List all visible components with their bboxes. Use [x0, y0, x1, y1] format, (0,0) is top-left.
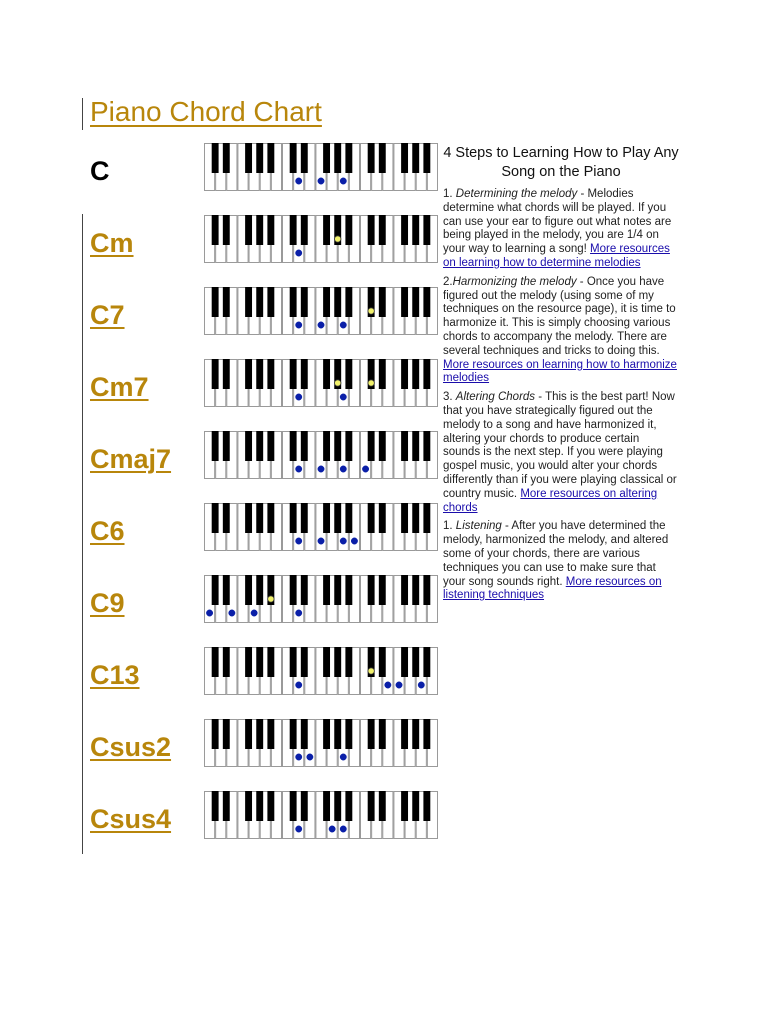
black-key — [267, 719, 274, 749]
white-key-dot — [418, 682, 424, 688]
black-key — [323, 791, 330, 821]
black-key — [245, 719, 252, 749]
black-key — [345, 215, 352, 245]
black-key — [212, 575, 219, 605]
white-key-dot — [296, 754, 302, 760]
step-paragraph — [443, 391, 679, 515]
black-key — [379, 503, 386, 533]
black-key — [290, 791, 297, 821]
steps-panel — [443, 144, 679, 608]
keyboard-svg — [204, 143, 438, 191]
keyboard-svg — [204, 719, 438, 767]
black-key — [223, 719, 230, 749]
step-paragraph — [443, 276, 679, 386]
black-key — [423, 719, 430, 749]
piano-diagram-c13 — [204, 647, 438, 695]
black-key — [267, 215, 274, 245]
black-key — [212, 143, 219, 173]
black-key — [345, 503, 352, 533]
black-key — [256, 143, 263, 173]
white-key-dot — [396, 682, 402, 688]
step-resource-link[interactable]: More resources on learning how to determine melodies — [443, 243, 670, 269]
black-key — [423, 647, 430, 677]
black-key — [401, 503, 408, 533]
step-body: - After you have determined the melody, harmonized the melody, and altered some of your chords, there are various techniques you can use to make sure that your song sounds right. — [443, 520, 669, 588]
black-key — [345, 647, 352, 677]
white-key-dot — [340, 826, 346, 832]
step-number: 3. — [443, 391, 456, 404]
black-key-dot — [335, 380, 341, 386]
black-key — [301, 647, 308, 677]
black-key — [267, 503, 274, 533]
black-key — [290, 359, 297, 389]
black-key — [256, 215, 263, 245]
black-key — [212, 647, 219, 677]
black-key — [212, 215, 219, 245]
black-key — [368, 575, 375, 605]
black-key — [212, 359, 219, 389]
white-key-dot — [296, 538, 302, 544]
black-key — [212, 287, 219, 317]
black-key — [301, 791, 308, 821]
black-key — [412, 215, 419, 245]
white-key-dot — [329, 826, 335, 832]
left-margin-line — [82, 214, 83, 854]
black-key — [212, 503, 219, 533]
black-key-dot — [368, 380, 374, 386]
black-key — [267, 791, 274, 821]
step-resource-link[interactable]: More resources on listening techniques — [443, 575, 662, 602]
black-key — [256, 503, 263, 533]
black-key-dot — [368, 308, 374, 314]
black-key — [379, 287, 386, 317]
black-key-dot — [268, 596, 274, 602]
black-key — [334, 503, 341, 533]
black-key — [301, 287, 308, 317]
black-key — [412, 143, 419, 173]
black-key — [401, 791, 408, 821]
black-key — [267, 287, 274, 317]
keyboard-svg — [204, 791, 438, 839]
black-key — [267, 143, 274, 173]
black-key — [379, 215, 386, 245]
black-key — [334, 143, 341, 173]
white-key-dot — [318, 322, 324, 328]
white-key-dot — [362, 466, 368, 472]
step-body: - Melodies determine what chords will be played. If you can use your ear to figure out what notes are being played in the melody, you are 1/4 on your way to learning a song! — [443, 188, 672, 256]
step-paragraph — [443, 188, 679, 271]
white-key-dot — [251, 610, 257, 616]
black-key — [423, 287, 430, 317]
black-key — [223, 503, 230, 533]
step-body: - Once you have figured out the melody (using some of my techniques on the resource page), it is time to harmonize it. This is simply choosing various chords to accompany the melody. There are several techniques and tricks to doing this. — [443, 275, 676, 357]
piano-diagram-c7 — [204, 287, 438, 335]
steps-heading: 4 Steps to Learning How to Play Any Song on the Piano — [443, 145, 679, 180]
white-key-dot — [340, 754, 346, 760]
white-key-dot — [340, 178, 346, 184]
black-key — [290, 503, 297, 533]
step-number: 1. — [443, 188, 456, 200]
black-key — [301, 575, 308, 605]
black-key — [412, 647, 419, 677]
black-key — [423, 359, 430, 389]
chord-name-c7[interactable]: C7 — [90, 300, 125, 330]
black-key — [345, 287, 352, 317]
white-key-dot — [318, 178, 324, 184]
black-key — [423, 215, 430, 245]
black-key — [245, 503, 252, 533]
chord-name-c: C — [90, 156, 110, 186]
black-key — [423, 143, 430, 173]
black-key — [379, 359, 386, 389]
black-key — [334, 791, 341, 821]
white-key-dot — [351, 538, 357, 544]
keyboard-svg — [204, 503, 438, 551]
black-key — [290, 647, 297, 677]
white-key-dot — [385, 682, 391, 688]
black-key — [334, 287, 341, 317]
step-term: Altering Chords — [455, 391, 536, 404]
black-key — [223, 431, 230, 461]
black-key — [212, 719, 219, 749]
black-key — [223, 287, 230, 317]
black-key — [223, 575, 230, 605]
chord-name-cm7[interactable]: Cm7 — [90, 372, 149, 402]
black-key — [423, 431, 430, 461]
black-key — [323, 719, 330, 749]
black-key — [290, 719, 297, 749]
piano-diagram-csus2 — [204, 719, 438, 767]
black-key — [245, 575, 252, 605]
black-key — [245, 359, 252, 389]
black-key-dot — [368, 668, 374, 674]
black-key — [423, 503, 430, 533]
step-term: Harmonizing the melody — [452, 275, 577, 288]
step-resource-link[interactable]: More resources on altering chords — [443, 487, 658, 514]
black-key — [412, 431, 419, 461]
piano-diagram-cm — [204, 215, 438, 263]
black-key — [368, 431, 375, 461]
black-key — [256, 359, 263, 389]
white-key-dot — [206, 610, 212, 616]
black-key — [301, 359, 308, 389]
black-key — [223, 215, 230, 245]
black-key — [290, 215, 297, 245]
keyboard-svg — [204, 215, 438, 263]
step-paragraph — [443, 520, 679, 603]
black-key — [290, 431, 297, 461]
black-key — [256, 575, 263, 605]
black-key — [423, 575, 430, 605]
black-key — [290, 143, 297, 173]
keyboard-svg — [204, 575, 438, 623]
black-key — [212, 431, 219, 461]
step-body: - This is the best part! Now that you have strategically figured out the melody to a song and have harmonized it, altering your chords to produce certain sounds is the next step. If you were playing gospel music, you would alter your chords differently than if you were playing classical or country music. — [443, 391, 677, 500]
black-key — [323, 143, 330, 173]
step-number: 2. — [443, 275, 453, 288]
black-key — [379, 431, 386, 461]
white-key-dot — [318, 538, 324, 544]
chord-name-cm[interactable]: Cm — [90, 228, 134, 258]
black-key — [345, 143, 352, 173]
white-key-dot — [296, 250, 302, 256]
steps-list — [443, 188, 679, 603]
chord-name-c6[interactable]: C6 — [90, 516, 125, 546]
white-key-dot — [318, 466, 324, 472]
chord-name-csus2[interactable]: Csus2 — [90, 732, 172, 762]
piano-diagram-cm7 — [204, 359, 438, 407]
black-key — [412, 503, 419, 533]
left-margin-line — [82, 98, 83, 130]
black-key — [323, 287, 330, 317]
keyboard-svg — [204, 359, 438, 407]
piano-diagram-csus4 — [204, 791, 438, 839]
keyboard-svg — [204, 647, 438, 695]
black-key — [245, 215, 252, 245]
black-key — [345, 431, 352, 461]
black-key — [323, 431, 330, 461]
white-key-dot — [340, 538, 346, 544]
chord-name-c9[interactable]: C9 — [90, 588, 125, 618]
black-key — [401, 215, 408, 245]
white-key-dot — [296, 466, 302, 472]
white-key-dot — [296, 178, 302, 184]
black-key — [323, 359, 330, 389]
black-key — [267, 647, 274, 677]
piano-diagram-c9 — [204, 575, 438, 623]
black-key — [245, 647, 252, 677]
page-title[interactable]: Piano Chord Chart — [90, 96, 322, 127]
black-key — [256, 647, 263, 677]
black-key — [256, 431, 263, 461]
white-key-dot — [296, 826, 302, 832]
black-key — [256, 791, 263, 821]
black-key — [368, 143, 375, 173]
black-key — [245, 431, 252, 461]
black-key — [412, 575, 419, 605]
black-key — [412, 287, 419, 317]
black-key — [256, 287, 263, 317]
black-key — [345, 791, 352, 821]
piano-diagram-c — [204, 143, 438, 191]
white-key-dot — [296, 682, 302, 688]
black-key — [379, 791, 386, 821]
black-key — [401, 431, 408, 461]
piano-diagram-cmaj7 — [204, 431, 438, 479]
white-key-dot — [296, 394, 302, 400]
black-key — [245, 287, 252, 317]
black-key — [212, 791, 219, 821]
black-key — [334, 719, 341, 749]
black-key — [368, 791, 375, 821]
black-key — [334, 431, 341, 461]
chord-name-cmaj7[interactable]: Cmaj7 — [90, 444, 172, 474]
black-key — [368, 215, 375, 245]
white-key-dot — [307, 754, 313, 760]
step-term: Determining the melody — [455, 188, 578, 200]
black-key — [290, 287, 297, 317]
black-key — [423, 791, 430, 821]
black-key — [223, 791, 230, 821]
black-key — [401, 575, 408, 605]
black-key — [223, 359, 230, 389]
piano-diagram-c6 — [204, 503, 438, 551]
black-key — [345, 719, 352, 749]
keyboard-svg — [204, 431, 438, 479]
black-key — [245, 791, 252, 821]
white-key-dot — [229, 610, 235, 616]
black-key — [345, 359, 352, 389]
black-key — [368, 719, 375, 749]
black-key — [334, 575, 341, 605]
black-key — [412, 719, 419, 749]
black-key-dot — [335, 236, 341, 242]
keyboard-svg — [204, 287, 438, 335]
black-key — [345, 575, 352, 605]
black-key — [368, 503, 375, 533]
black-key — [323, 575, 330, 605]
white-key-dot — [296, 322, 302, 328]
black-key — [379, 575, 386, 605]
black-key — [323, 503, 330, 533]
white-key-dot — [340, 322, 346, 328]
chord-name-c13[interactable]: C13 — [90, 660, 140, 690]
black-key — [267, 431, 274, 461]
black-key — [267, 359, 274, 389]
black-key — [301, 431, 308, 461]
chord-name-csus4[interactable]: Csus4 — [90, 804, 172, 834]
black-key — [301, 503, 308, 533]
black-key — [379, 719, 386, 749]
white-key-dot — [296, 610, 302, 616]
step-term: Listening — [455, 520, 502, 533]
black-key — [323, 215, 330, 245]
black-key — [379, 647, 386, 677]
black-key — [301, 143, 308, 173]
black-key — [379, 143, 386, 173]
black-key — [412, 359, 419, 389]
black-key — [401, 719, 408, 749]
black-key — [401, 143, 408, 173]
black-key — [301, 215, 308, 245]
white-key-dot — [340, 394, 346, 400]
step-number: 1. — [443, 520, 456, 533]
black-key — [323, 647, 330, 677]
black-key — [412, 791, 419, 821]
black-key — [401, 647, 408, 677]
step-resource-link[interactable]: More resources on learning how to harmonize melodies — [443, 358, 677, 385]
black-key — [245, 143, 252, 173]
black-key — [401, 287, 408, 317]
black-key — [256, 719, 263, 749]
black-key — [334, 647, 341, 677]
black-key — [223, 647, 230, 677]
black-key — [301, 719, 308, 749]
black-key — [290, 575, 297, 605]
white-key-dot — [340, 466, 346, 472]
black-key — [223, 143, 230, 173]
black-key — [401, 359, 408, 389]
